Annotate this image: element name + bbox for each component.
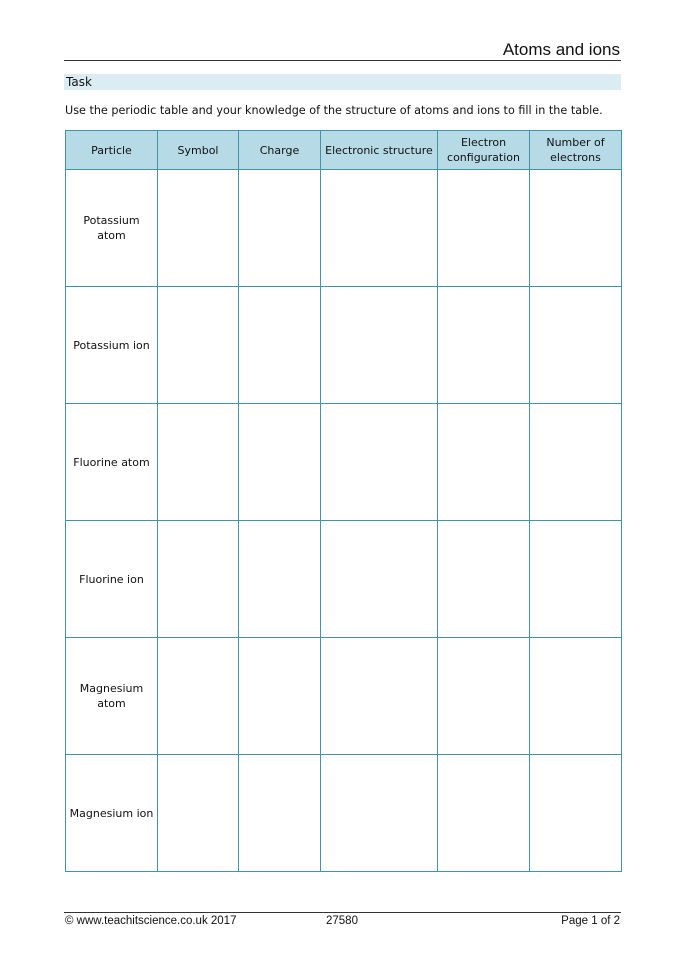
answer-cell[interactable] [239,170,321,287]
answer-cell[interactable] [239,404,321,521]
page-title: Atoms and ions [502,40,620,59]
particle-label: Magnesium atom [66,638,158,755]
answer-cell[interactable] [158,404,239,521]
answer-cell[interactable] [530,638,622,755]
footer-copyright: © www.teachitscience.co.uk 2017 [65,915,237,927]
answer-cell[interactable] [158,521,239,638]
table-row [66,287,622,404]
task-instruction: Use the periodic table and your knowledge of the structure of atoms and ions to fill in the table. [65,104,603,117]
answer-cell[interactable] [321,755,438,872]
column-header: Number of electrons [530,131,622,170]
table-row [66,521,622,638]
particle-label: Fluorine atom [66,404,158,521]
answer-cell[interactable] [530,170,622,287]
answer-cell[interactable] [158,287,239,404]
column-header: Charge [239,131,321,170]
footer-divider [64,912,621,913]
footer-code: 27580 [326,915,358,927]
answer-cell[interactable] [321,287,438,404]
answer-cell[interactable] [438,638,530,755]
task-heading: Task [64,74,621,90]
table-row [66,170,622,287]
answer-cell[interactable] [239,287,321,404]
answer-cell[interactable] [438,521,530,638]
answer-cell[interactable] [530,755,622,872]
answer-cell[interactable] [321,404,438,521]
answer-cell[interactable] [438,404,530,521]
particle-label: Potassium atom [66,170,158,287]
answer-cell[interactable] [158,638,239,755]
answer-cell[interactable] [438,170,530,287]
answer-cell[interactable] [239,521,321,638]
table-row [66,638,622,755]
answer-cell[interactable] [530,404,622,521]
header-divider [64,60,621,61]
answer-cell[interactable] [158,170,239,287]
answer-cell[interactable] [438,287,530,404]
answer-cell[interactable] [321,170,438,287]
column-header: Electron configuration [438,131,530,170]
particle-label: Magnesium ion [66,755,158,872]
answer-cell[interactable] [438,755,530,872]
answer-cell[interactable] [321,521,438,638]
table-row [66,404,622,521]
column-header: Electronic structure [321,131,438,170]
table-row [66,755,622,872]
particle-label: Potassium ion [66,287,158,404]
answer-cell[interactable] [321,638,438,755]
answer-cell[interactable] [239,638,321,755]
answer-cell[interactable] [239,755,321,872]
column-header: Symbol [158,131,239,170]
footer-page-number: Page 1 of 2 [561,915,620,927]
answer-cell[interactable] [530,521,622,638]
column-header: Particle [66,131,158,170]
answer-cell[interactable] [158,755,239,872]
particle-label: Fluorine ion [66,521,158,638]
answer-cell[interactable] [530,287,622,404]
worksheet-table [65,130,622,872]
